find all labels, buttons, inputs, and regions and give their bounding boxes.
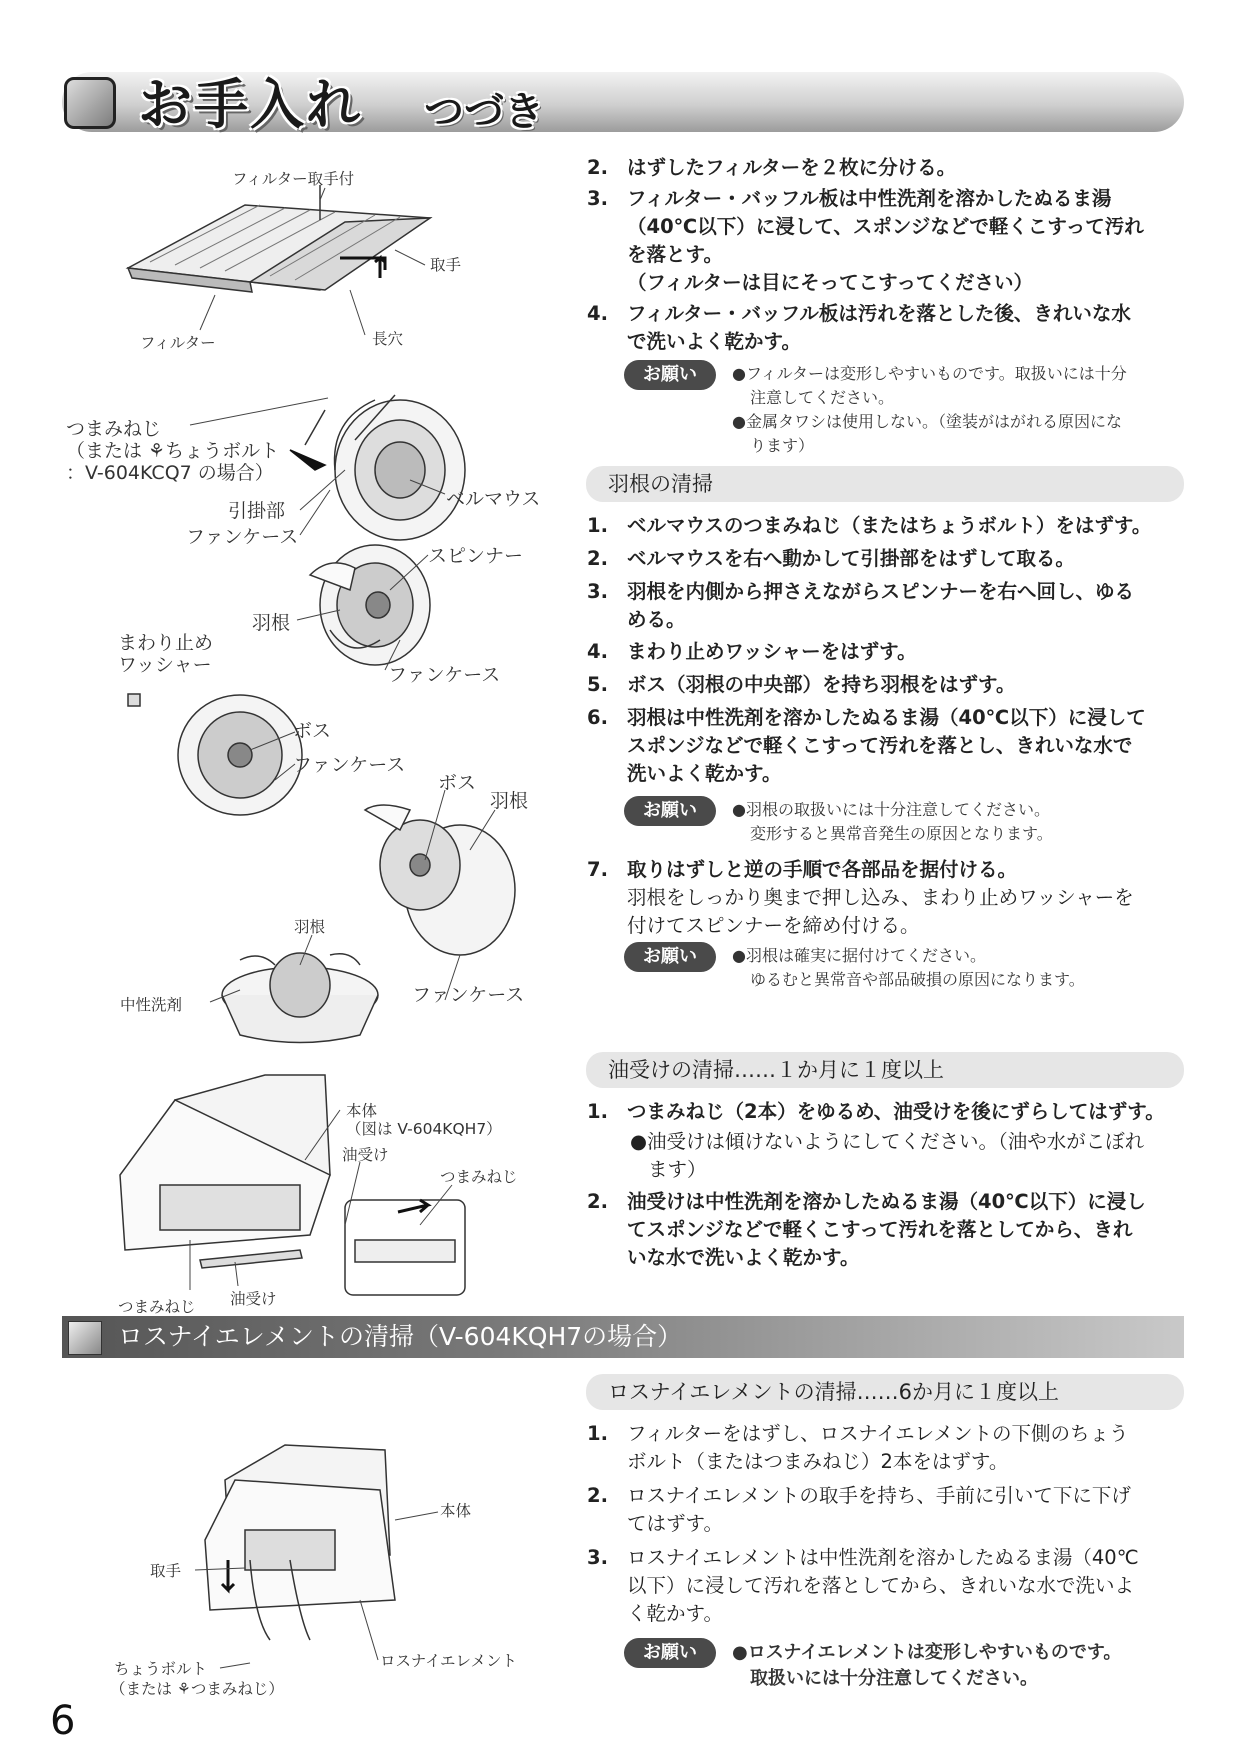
fan-step-4: 4. まわり止めワッシャーをはずす。 [587, 640, 917, 663]
label-knob-screw: つまみねじ [66, 418, 162, 440]
label-body-model: （図は V-604KQH7） [346, 1120, 502, 1138]
fan-step-1: 1. ベルマウスのつまみねじ（またはちょうボルト）をはずす。 [587, 514, 1152, 537]
label-washer-2: ワッシャー [118, 654, 212, 676]
label-or-wing-bolt: （または ⚘ちょうボルト [66, 440, 280, 462]
label-model-case: ：V-604KCQ7 の場合） [66, 462, 274, 484]
lossnay-step-1: 1. フィルターをはずし、ロスナイエレメントの下側のちょう ボルト（またはつまみねじ）2本をはずす。 [587, 1422, 1129, 1473]
request-badge: お願い [624, 1638, 716, 1668]
oil-step-1-note: ●油受けは傾けないようにしてください。（油や水がこぼれ ます） [630, 1130, 1145, 1181]
page-subtitle: つづき [424, 89, 544, 135]
fan-step-6: 6. 羽根は中性洗剤を溶かしたぬるま湯（40℃以下）に浸して スポンジなどで軽くこすって汚れを落とし、きれいな水で 洗いよく乾かす。 [587, 706, 1146, 785]
lossnay-step-3: 3. ロスナイエレメントは中性洗剤を溶かしたぬるま湯（40℃ 以下）に浸して汚れを落としてから、きれいな水で洗いよ く乾かす。 [587, 1546, 1139, 1625]
filter-step-2: 2. はずしたフィルターを２枚に分ける。 [587, 156, 957, 179]
request-badge: お願い [624, 796, 716, 826]
label-spinner: スピンナー [428, 545, 524, 567]
bellmouth-illustration [290, 395, 465, 540]
label-oil-tray-1: 油受け [342, 1146, 389, 1164]
page-number: 6 [50, 1698, 76, 1744]
label-oil-tray-2: 油受け [230, 1290, 277, 1308]
label-blade-3: 羽根 [294, 918, 326, 936]
label-boss-2: ボス [438, 772, 477, 794]
lossnay-illustration [205, 1445, 395, 1640]
filter-step-4: 4. フィルター・バッフル板は汚れを落とした後、きれいな水 で洗いよく乾かす。 [587, 302, 1131, 353]
label-handle: 取手 [430, 256, 462, 274]
section-bar-title: ロスナイエレメントの清掃（V-604KQH7の場合） [118, 1322, 683, 1351]
label-fan-case-1: ファンケース [186, 526, 299, 548]
label-filter: フィルター [140, 334, 216, 352]
label-blade-2: 羽根 [490, 790, 529, 812]
oil-step-1: 1. つまみねじ（2本）をゆるめ、油受けを後にずらしてはずす。 [587, 1100, 1165, 1123]
label-boss-1: ボス [293, 720, 332, 742]
blade-removal-illustration [365, 805, 515, 955]
lossnay-step-2: 2. ロスナイエレメントの取手を持ち、手前に引いて下に下げ てはずす。 [587, 1484, 1131, 1535]
label-fan-case-4: ファンケース [412, 984, 525, 1006]
fan-step-2: 2. ベルマウスを右へ動かして引掛部をはずして取る。 [587, 547, 1075, 570]
fan-step-3: 3. 羽根を内側から押さえながらスピンナーを右へ回し、ゆる める。 [587, 580, 1135, 631]
label-lossnay-element: ロスナイエレメント [380, 1652, 518, 1670]
label-blade-1: 羽根 [252, 612, 291, 634]
filter-illustration [128, 185, 430, 292]
label-fan-case-3: ファンケース [293, 754, 406, 776]
label-body-2: 本体 [440, 1502, 472, 1520]
label-body: 本体 [346, 1102, 378, 1120]
section-bar-lossnay [62, 1316, 1184, 1358]
label-handle-2: 取手 [150, 1562, 182, 1580]
label-knob-screw-3: つまみねじ [118, 1298, 196, 1316]
request-badge: お願い [624, 942, 716, 972]
label-hook: 引掛部 [228, 500, 286, 522]
spinner-illustration [310, 545, 430, 665]
label-filter-handle: フィルター取手付 [232, 170, 355, 188]
oil-step-2: 2. 油受けは中性洗剤を溶かしたぬるま湯（40℃以下）に浸し てスポンジなどで軽くこすって汚れを落としてから、きれ いな水で洗いよく乾かす。 [587, 1190, 1146, 1269]
washing-illustration [222, 953, 378, 1043]
section-fan-title: 羽根の清掃 [586, 466, 1184, 502]
filter-step-3: 3. フィルター・バッフル板は中性洗剤を溶かしたぬるま湯 （40℃以下）に浸して、スポンジなどで軽くこすって汚れ を落とす。 （フィルターは目にそってこすってください） [587, 187, 1144, 294]
fan-step-5: 5. ボス（羽根の中央部）を持ち羽根をはずす。 [587, 673, 1016, 696]
request-badge: お願い [624, 360, 716, 390]
label-fan-case-2: ファンケース [388, 664, 501, 686]
page-title: お手入れ [138, 73, 362, 136]
label-knob-screw-2: つまみねじ [440, 1168, 518, 1186]
washer-illustration [128, 694, 302, 815]
range-hood-illustration [120, 1075, 465, 1295]
label-bellmouth: ベルマウス [446, 488, 541, 510]
section-lossnay-title: ロスナイエレメントの清掃……6か月に１度以上 [586, 1374, 1184, 1410]
label-detergent: 中性洗剤 [120, 996, 183, 1014]
section-square-icon [68, 1321, 102, 1355]
label-wing-bolt: ちょうボルト [114, 1660, 208, 1678]
label-slot: 長穴 [372, 330, 404, 348]
label-washer-1: まわり止め [118, 632, 214, 654]
section-oil-title: 油受けの清掃……１か月に１度以上 [586, 1052, 1184, 1088]
label-or-knob: （または ⚘つまみねじ） [110, 1680, 284, 1698]
fan-step-7: 7. 取りはずしと逆の手順で各部品を据付ける。 羽根をしっかり奥まで押し込み、まわり止めワッシャーを 付けてスピンナーを締め付ける。 [587, 858, 1134, 937]
